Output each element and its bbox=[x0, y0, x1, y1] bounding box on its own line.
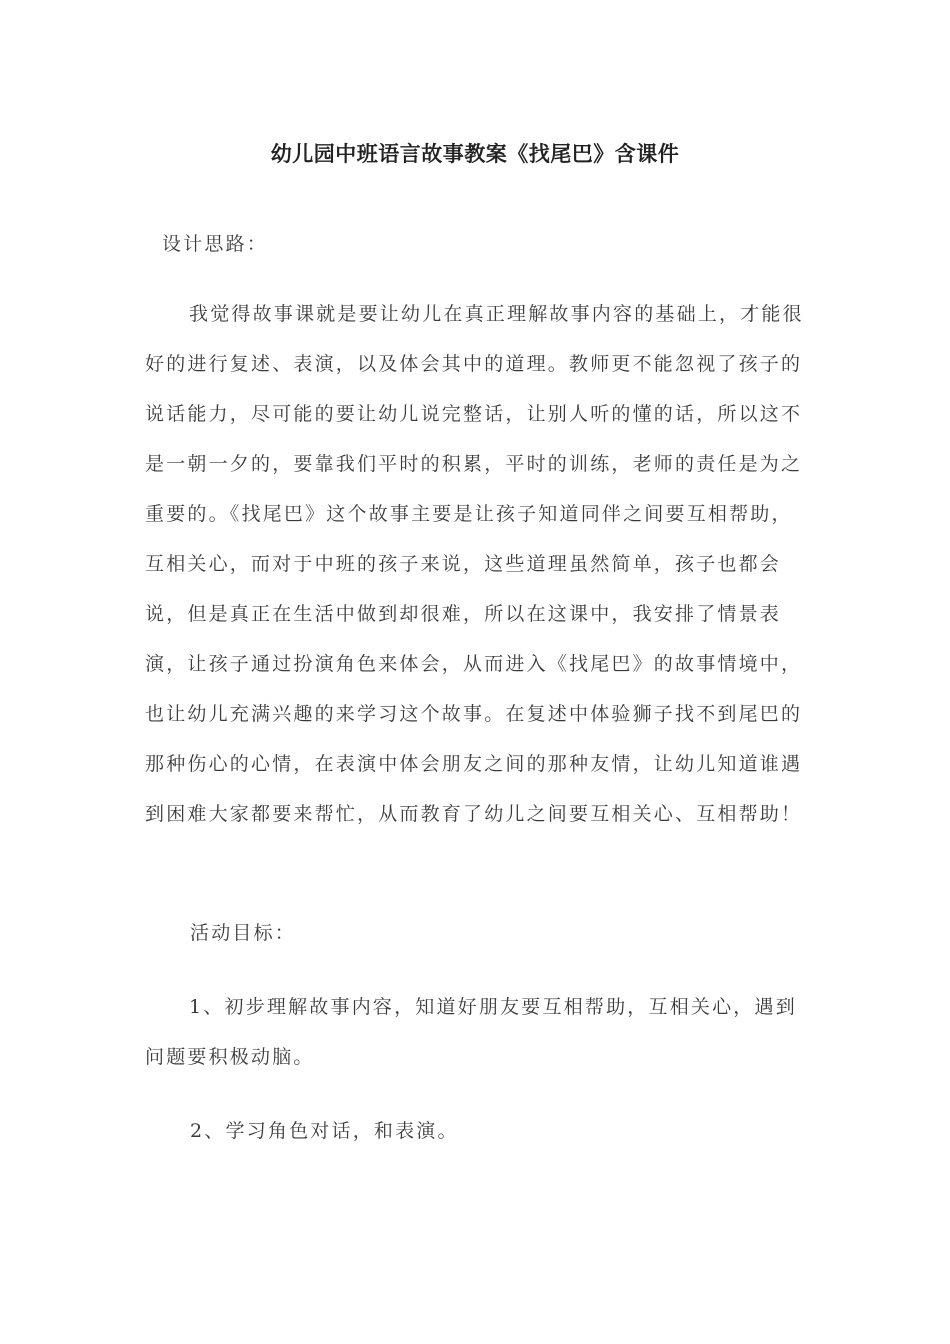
design-paragraph: 我觉得故事课就是要让幼儿在真正理解故事内容的基础上，才能很好的进行复述、表演，以及体会其中的道理。教师更不能忽视了孩子的说话能力，尽可能的要让幼儿说完整话，让别人听的懂的话，所以这不是一朝一夕的，要靠我们平时的积累，平时的训练，老师的责任是为之重要的。《找尾巴》这个故事主要是让孩子知道同伴之间要互相帮助，互相关心，而对于中班的孩子来说，这些道理虽然简单，孩子也都会说，但是真正在生活中做到却很难，所以在这课中，我安排了情景表演，让孩子通过扮演角色来体会，从而进入《找尾巴》的故事情境中，也让幼儿充满兴趣的来学习这个故事。在复述中体验狮子找不到尾巴的那种伤心的心情，在表演中体会朋友之间的那种友情，让幼儿知道谁遇到困难大家都要来帮忙，从而教育了幼儿之间要互相关心、互相帮助！ bbox=[145, 303, 804, 825]
goal-item-2: 2、学习角色对话，和表演。 bbox=[190, 1120, 459, 1142]
document-title: 幼儿园中班语言故事教案《找尾巴》含课件 bbox=[270, 142, 680, 166]
goals-heading: 活动目标： bbox=[190, 922, 297, 944]
goal-item-1: 1、初步理解故事内容，知道好朋友要互相帮助，互相关心，遇到问题要积极动脑。 bbox=[145, 996, 797, 1068]
design-heading: 设计思路： bbox=[162, 233, 269, 255]
